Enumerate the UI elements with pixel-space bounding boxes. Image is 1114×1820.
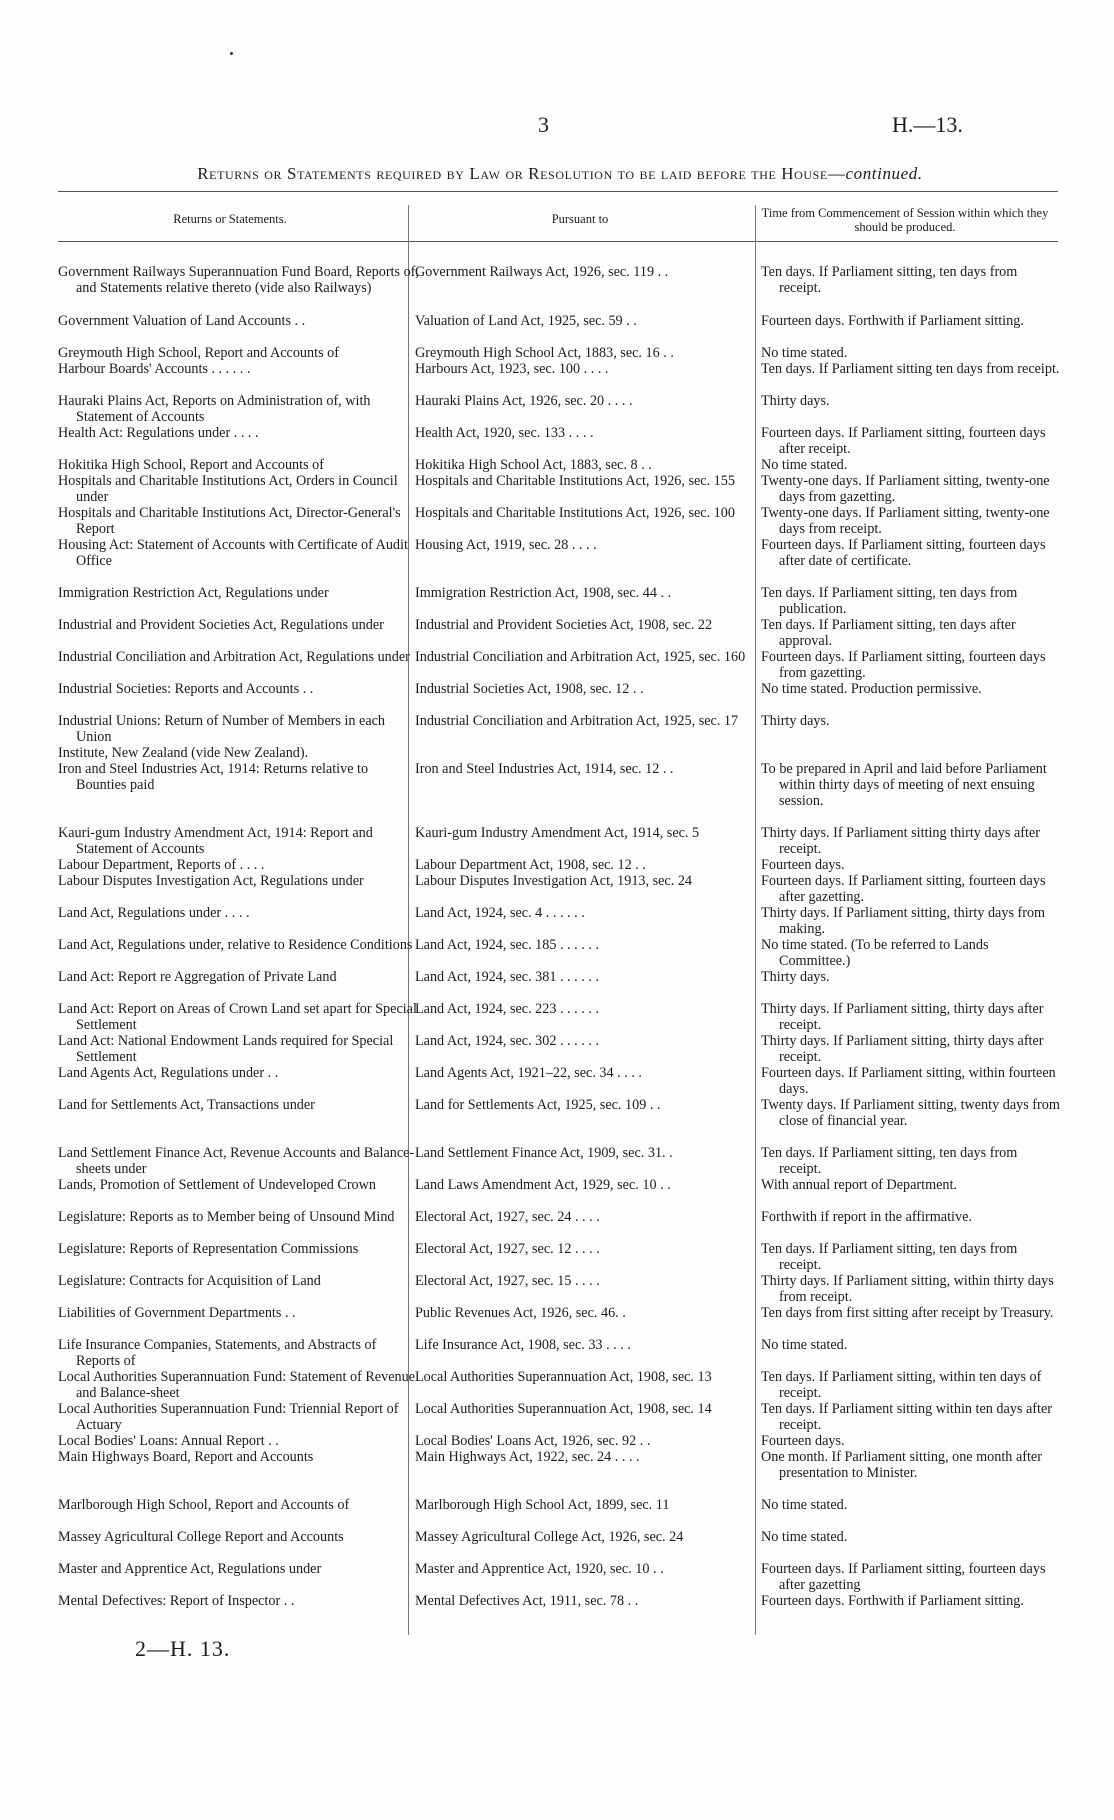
time-cell: Forthwith if report in the affirmative. bbox=[761, 1209, 972, 1225]
time-cell: Ten days. If Parliament sitting, ten days from receipt. bbox=[761, 1145, 1018, 1177]
pursuant-cell: Land Act, 1924, sec. 4 . . . . . . bbox=[415, 905, 585, 921]
pursuant-cell: Local Authorities Superannuation Act, 1908, sec. 13 bbox=[415, 1369, 712, 1385]
pursuant-cell: Iron and Steel Industries Act, 1914, sec. 12 . . bbox=[415, 761, 674, 777]
pursuant-cell: Government Railways Act, 1926, sec. 119 . . bbox=[415, 264, 669, 280]
pursuant-cell: Valuation of Land Act, 1925, sec. 59 . . bbox=[415, 313, 637, 329]
table-title-text: Returns or Statements required by Law or Resolution to be laid before the House— bbox=[197, 164, 846, 183]
returns-cell: Kauri-gum Industry Amendment Act, 1914: Report and Statement of Accounts bbox=[58, 825, 373, 857]
time-cell: Fourteen days. bbox=[761, 1433, 845, 1449]
pursuant-cell: Land Act, 1924, sec. 185 . . . . . . bbox=[415, 937, 600, 953]
returns-cell: Legislature: Reports of Representation Commissions bbox=[58, 1241, 359, 1257]
table-title bbox=[60, 164, 1060, 184]
time-cell: Thirty days. bbox=[761, 713, 830, 729]
returns-cell: Land Agents Act, Regulations under . . bbox=[58, 1065, 279, 1081]
returns-cell: Iron and Steel Industries Act, 1914: Returns relative to Bounties paid bbox=[58, 761, 369, 793]
returns-cell: Land Act: National Endowment Lands required for Special Settlement bbox=[58, 1033, 394, 1065]
time-cell: Fourteen days. If Parliament sitting, within fourteen days. bbox=[761, 1065, 1056, 1097]
time-cell: Fourteen days. Forthwith if Parliament sitting. bbox=[761, 313, 1024, 329]
time-cell: Fourteen days. If Parliament sitting, fourteen days after receipt. bbox=[761, 425, 1046, 457]
returns-cell: Industrial Unions: Return of Number of Members in each Union bbox=[58, 713, 386, 745]
time-cell: No time stated. bbox=[761, 457, 848, 473]
pursuant-cell: Hospitals and Charitable Institutions Act, 1926, sec. 100 bbox=[415, 505, 735, 521]
returns-cell: Local Authorities Superannuation Fund: Triennial Report of Actuary bbox=[58, 1401, 399, 1433]
returns-cell: Greymouth High School, Report and Accounts of bbox=[58, 345, 339, 361]
table-title-suffix: continued. bbox=[845, 164, 923, 183]
pursuant-cell: Hauraki Plains Act, 1926, sec. 20 . . . . bbox=[415, 393, 633, 409]
returns-cell: Land Act, Regulations under . . . . bbox=[58, 905, 250, 921]
time-cell: No time stated. Production permissive. bbox=[761, 681, 982, 697]
time-cell: Fourteen days. If Parliament sitting, fourteen days after gazetting bbox=[761, 1561, 1046, 1593]
pursuant-cell: Life Insurance Act, 1908, sec. 33 . . . . bbox=[415, 1337, 631, 1353]
returns-cell: Master and Apprentice Act, Regulations under bbox=[58, 1561, 322, 1577]
time-cell: Fourteen days. If Parliament sitting, fourteen days after gazetting. bbox=[761, 873, 1046, 905]
time-cell: Fourteen days. bbox=[761, 857, 845, 873]
column-header-time: Time from Commencement of Session within which they should be produced. bbox=[761, 206, 1049, 234]
pursuant-cell: Land for Settlements Act, 1925, sec. 109 . . bbox=[415, 1097, 661, 1113]
pursuant-cell: Land Act, 1924, sec. 223 . . . . . . bbox=[415, 1001, 600, 1017]
pursuant-cell: Electoral Act, 1927, sec. 24 . . . . bbox=[415, 1209, 600, 1225]
returns-cell: Government Valuation of Land Accounts . . bbox=[58, 313, 306, 329]
returns-cell: Local Authorities Superannuation Fund: Statement of Revenue and Balance-sheet bbox=[58, 1369, 415, 1401]
pursuant-cell: Greymouth High School Act, 1883, sec. 16 . . bbox=[415, 345, 674, 361]
time-cell: To be prepared in April and laid before Parliament within thirty days of meeting of next ensuing session. bbox=[761, 761, 1047, 809]
returns-cell: Housing Act: Statement of Accounts with Certificate of Audit Office bbox=[58, 537, 408, 569]
returns-cell: Labour Disputes Investigation Act, Regulations under bbox=[58, 873, 364, 889]
returns-cell: Land Act, Regulations under, relative to Residence Conditions bbox=[58, 937, 413, 953]
returns-cell: Land Settlement Finance Act, Revenue Accounts and Balance-sheets under bbox=[58, 1145, 415, 1177]
pursuant-cell: Hospitals and Charitable Institutions Act, 1926, sec. 155 bbox=[415, 473, 735, 489]
header-top-rule bbox=[58, 191, 1058, 192]
pursuant-cell: Master and Apprentice Act, 1920, sec. 10 . . bbox=[415, 1561, 664, 1577]
time-cell: Thirty days. bbox=[761, 969, 830, 985]
time-cell: Ten days. If Parliament sitting within ten days after receipt. bbox=[761, 1401, 1052, 1433]
time-cell: Ten days. If Parliament sitting, ten days from receipt. bbox=[761, 1241, 1018, 1273]
pursuant-cell: Industrial Societies Act, 1908, sec. 12 . . bbox=[415, 681, 644, 697]
time-cell: No time stated. bbox=[761, 1337, 848, 1353]
returns-cell: Liabilities of Government Departments . . bbox=[58, 1305, 296, 1321]
time-cell: Fourteen days. If Parliament sitting, fourteen days after date of certificate. bbox=[761, 537, 1046, 569]
pursuant-cell: Industrial Conciliation and Arbitration Act, 1925, sec. 17 bbox=[415, 713, 739, 729]
returns-cell: Land for Settlements Act, Transactions under bbox=[58, 1097, 315, 1113]
returns-cell: Government Railways Superannuation Fund Board, Reports of, and Statements relative thereto (vide also Railways) bbox=[58, 264, 419, 296]
pursuant-cell: Land Agents Act, 1921–22, sec. 34 . . . . bbox=[415, 1065, 642, 1081]
returns-cell: Life Insurance Companies, Statements, and Abstracts of Reports of bbox=[58, 1337, 377, 1369]
time-cell: Ten days. If Parliament sitting, ten days from publication. bbox=[761, 585, 1018, 617]
time-cell: No time stated. bbox=[761, 1529, 848, 1545]
time-cell: One month. If Parliament sitting, one month after presentation to Minister. bbox=[761, 1449, 1042, 1481]
pursuant-cell: Local Bodies' Loans Act, 1926, sec. 92 . . bbox=[415, 1433, 651, 1449]
time-cell: Ten days. If Parliament sitting, ten days after approval. bbox=[761, 617, 1016, 649]
time-cell: No time stated. bbox=[761, 1497, 848, 1513]
pursuant-cell: Land Settlement Finance Act, 1909, sec. 31. . bbox=[415, 1145, 673, 1161]
column-header-returns: Returns or Statements. bbox=[173, 212, 287, 226]
time-cell: Thirty days. bbox=[761, 393, 830, 409]
time-cell: Fourteen days. If Parliament sitting, fourteen days from gazetting. bbox=[761, 649, 1046, 681]
returns-cell: Industrial and Provident Societies Act, Regulations under bbox=[58, 617, 384, 633]
pursuant-cell: Public Revenues Act, 1926, sec. 46. . bbox=[415, 1305, 626, 1321]
time-cell: Twenty days. If Parliament sitting, twenty days from close of financial year. bbox=[761, 1097, 1060, 1129]
pursuant-cell: Land Act, 1924, sec. 302 . . . . . . bbox=[415, 1033, 600, 1049]
time-cell: Twenty-one days. If Parliament sitting, twenty-one days from receipt. bbox=[761, 505, 1050, 537]
time-cell: Thirty days. If Parliament sitting, within thirty days from receipt. bbox=[761, 1273, 1054, 1305]
time-cell: Fourteen days. Forthwith if Parliament sitting. bbox=[761, 1593, 1024, 1609]
pursuant-cell: Labour Department Act, 1908, sec. 12 . . bbox=[415, 857, 646, 873]
pursuant-cell: Electoral Act, 1927, sec. 12 . . . . bbox=[415, 1241, 600, 1257]
pursuant-cell: Industrial and Provident Societies Act, 1908, sec. 22 bbox=[415, 617, 713, 633]
pursuant-cell: Massey Agricultural College Act, 1926, sec. 24 bbox=[415, 1529, 684, 1545]
pursuant-cell: Main Highways Act, 1922, sec. 24 . . . . bbox=[415, 1449, 640, 1465]
ink-speck bbox=[230, 52, 233, 55]
pursuant-cell: Electoral Act, 1927, sec. 15 . . . . bbox=[415, 1273, 600, 1289]
returns-cell: Harbour Boards' Accounts . . . . . . bbox=[58, 361, 251, 377]
pursuant-cell: Hokitika High School Act, 1883, sec. 8 . . bbox=[415, 457, 652, 473]
returns-cell: Local Bodies' Loans: Annual Report . . bbox=[58, 1433, 279, 1449]
page-number: 3 bbox=[538, 112, 549, 137]
returns-cell: Hospitals and Charitable Institutions Act, Director-General's Report bbox=[58, 505, 401, 537]
time-cell: With annual report of Department. bbox=[761, 1177, 958, 1193]
returns-cell: Industrial Conciliation and Arbitration Act, Regulations under bbox=[58, 649, 410, 665]
pursuant-cell: Local Authorities Superannuation Act, 1908, sec. 14 bbox=[415, 1401, 712, 1417]
pursuant-cell: Land Laws Amendment Act, 1929, sec. 10 . . bbox=[415, 1177, 671, 1193]
pursuant-cell: Labour Disputes Investigation Act, 1913, sec. 24 bbox=[415, 873, 693, 889]
returns-cell: Industrial Societies: Reports and Accounts . . bbox=[58, 681, 314, 697]
time-cell: Ten days. If Parliament sitting, within ten days of receipt. bbox=[761, 1369, 1042, 1401]
returns-cell: Main Highways Board, Report and Accounts bbox=[58, 1449, 314, 1465]
document-reference: H.—13. bbox=[892, 112, 963, 137]
pursuant-cell: Housing Act, 1919, sec. 28 . . . . bbox=[415, 537, 597, 553]
time-cell: Ten days. If Parliament sitting, ten days from receipt. bbox=[761, 264, 1018, 296]
column-header-pursuant: Pursuant to bbox=[551, 212, 609, 226]
returns-cell: Labour Department, Reports of . . . . bbox=[58, 857, 265, 873]
pursuant-cell: Immigration Restriction Act, 1908, sec. 44 . . bbox=[415, 585, 672, 601]
pursuant-cell: Industrial Conciliation and Arbitration Act, 1925, sec. 160 bbox=[415, 649, 746, 665]
returns-cell: Land Act: Report re Aggregation of Private Land bbox=[58, 969, 337, 985]
time-cell: Thirty days. If Parliament sitting, thirty days after receipt. bbox=[761, 1001, 1044, 1033]
returns-cell: Hospitals and Charitable Institutions Act, Orders in Council under bbox=[58, 473, 398, 505]
returns-cell: Mental Defectives: Report of Inspector . . bbox=[58, 1593, 295, 1609]
time-cell: Ten days. If Parliament sitting ten days from receipt. bbox=[761, 361, 1060, 377]
pursuant-cell: Harbours Act, 1923, sec. 100 . . . . bbox=[415, 361, 609, 377]
pursuant-cell: Marlborough High School Act, 1899, sec. 11 bbox=[415, 1497, 670, 1513]
time-cell: Thirty days. If Parliament sitting thirty days after receipt. bbox=[761, 825, 1040, 857]
returns-cell: Health Act: Regulations under . . . . bbox=[58, 425, 259, 441]
pursuant-cell: Mental Defectives Act, 1911, sec. 78 . . bbox=[415, 1593, 639, 1609]
time-cell: Thirty days. If Parliament sitting, thirty days after receipt. bbox=[761, 1033, 1044, 1065]
returns-cell: Institute, New Zealand (vide New Zealand). bbox=[58, 745, 309, 761]
pursuant-cell: Kauri-gum Industry Amendment Act, 1914, sec. 5 bbox=[415, 825, 700, 841]
time-cell: Ten days from first sitting after receipt by Treasury. bbox=[761, 1305, 1054, 1321]
returns-cell: Land Act: Report on Areas of Crown Land set apart for Special Settlement bbox=[58, 1001, 417, 1033]
time-cell: Thirty days. If Parliament sitting, thirty days from making. bbox=[761, 905, 1046, 937]
time-cell: No time stated. bbox=[761, 345, 848, 361]
pursuant-cell: Health Act, 1920, sec. 133 . . . . bbox=[415, 425, 594, 441]
returns-cell: Legislature: Contracts for Acquisition of Land bbox=[58, 1273, 321, 1289]
pursuant-cell: Land Act, 1924, sec. 381 . . . . . . bbox=[415, 969, 600, 985]
time-cell: No time stated. (To be referred to Lands Committee.) bbox=[761, 937, 989, 969]
time-cell: Twenty-one days. If Parliament sitting, twenty-one days from gazetting. bbox=[761, 473, 1050, 505]
returns-cell: Legislature: Reports as to Member being of Unsound Mind bbox=[58, 1209, 395, 1225]
returns-cell: Hokitika High School, Report and Accounts of bbox=[58, 457, 324, 473]
returns-cell: Lands, Promotion of Settlement of Undeveloped Crown bbox=[58, 1177, 376, 1193]
header-bottom-rule bbox=[58, 241, 1058, 242]
returns-cell: Immigration Restriction Act, Regulations under bbox=[58, 585, 329, 601]
returns-cell: Hauraki Plains Act, Reports on Administration of, with Statement of Accounts bbox=[58, 393, 371, 425]
returns-cell: Massey Agricultural College Report and Accounts bbox=[58, 1529, 344, 1545]
returns-cell: Marlborough High School, Report and Accounts of bbox=[58, 1497, 350, 1513]
footer-signature: 2—H. 13. bbox=[135, 1636, 231, 1661]
